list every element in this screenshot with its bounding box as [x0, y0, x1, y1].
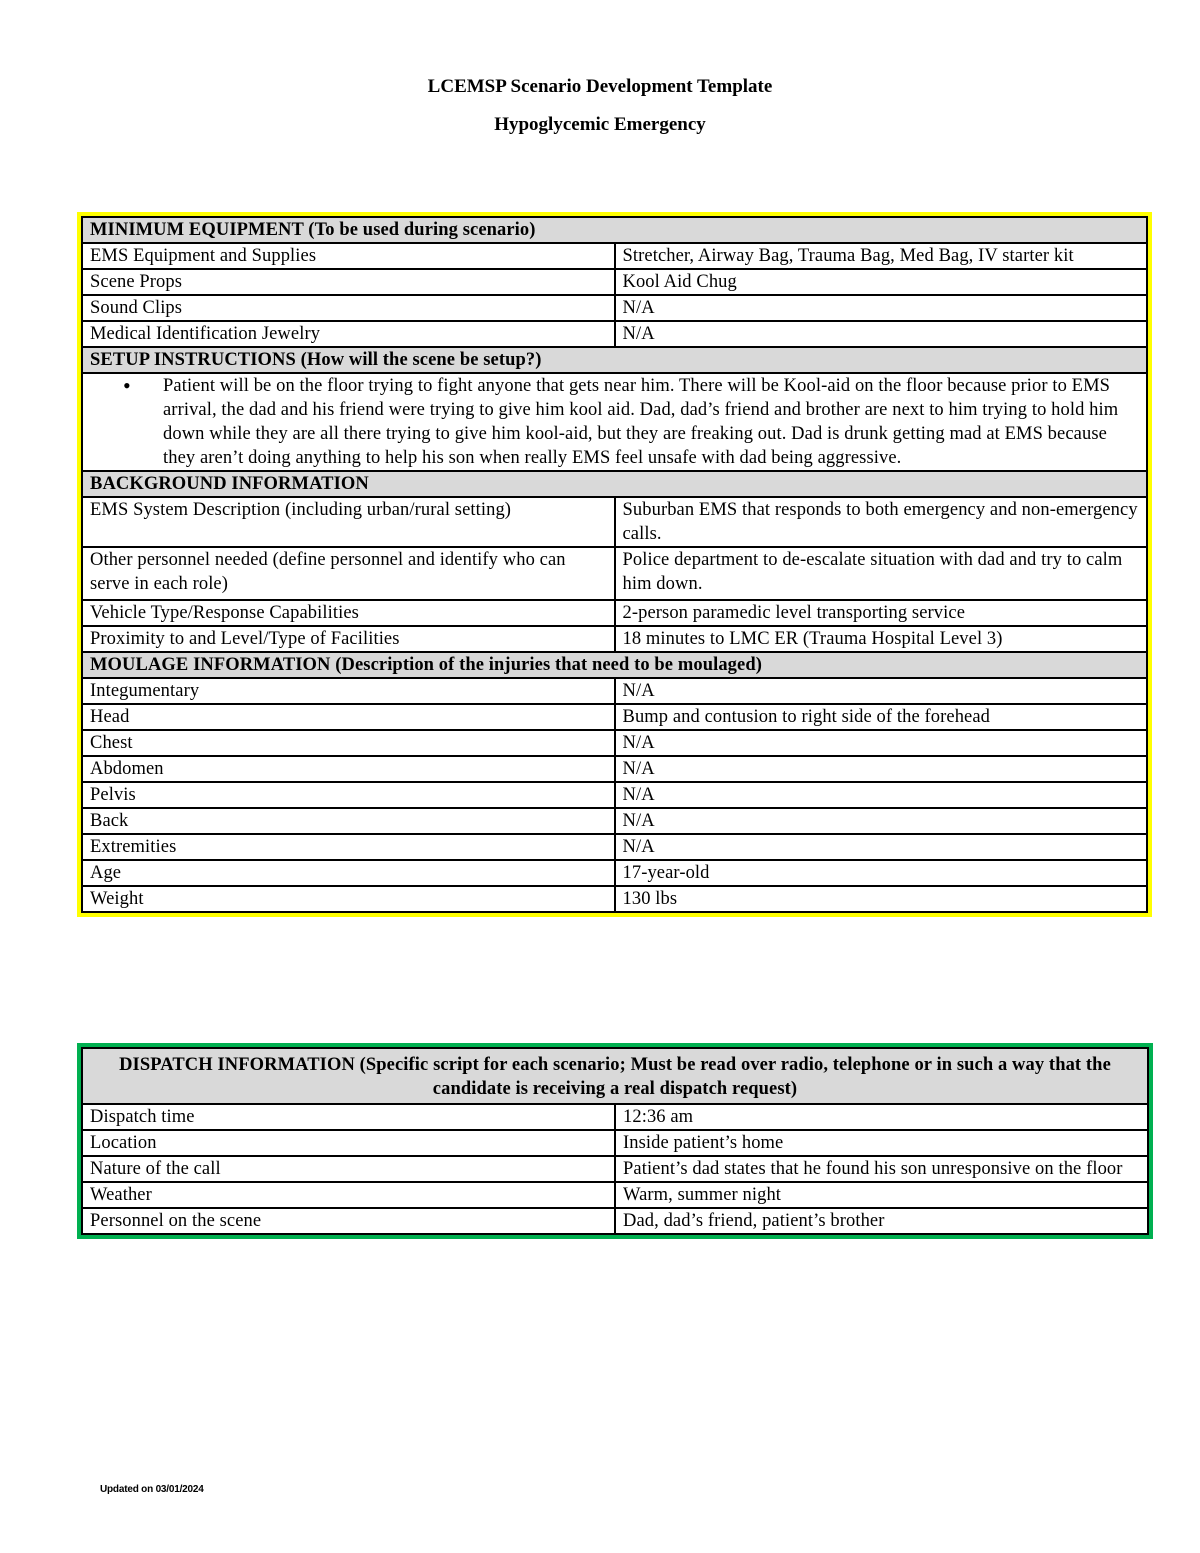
setup-body-row	[82, 373, 1147, 471]
row-label: Extremities	[82, 834, 615, 860]
row-label: EMS Equipment and Supplies	[82, 243, 615, 269]
row-value: N/A	[615, 808, 1148, 834]
footer-updated-date: Updated on 03/01/2024	[100, 1484, 204, 1495]
row-label: Nature of the call	[82, 1156, 615, 1182]
row-label: Proximity to and Level/Type of Facilities	[82, 626, 615, 652]
table-row	[82, 295, 1147, 321]
table-row	[82, 600, 1147, 626]
dispatch-table	[81, 1047, 1149, 1235]
table-row	[82, 860, 1147, 886]
row-value: Dad, dad’s friend, patient’s brother	[615, 1208, 1148, 1234]
moulage-header-row	[82, 652, 1147, 678]
row-value: 130 lbs	[615, 886, 1148, 912]
dispatch-header	[82, 1048, 1148, 1104]
background-header: BACKGROUND INFORMATION	[82, 471, 1147, 497]
table-row	[82, 1156, 1148, 1182]
row-label: Personnel on the scene	[82, 1208, 615, 1234]
row-label: Weather	[82, 1182, 615, 1208]
row-label: Sound Clips	[82, 295, 615, 321]
row-value: N/A	[615, 834, 1148, 860]
scenario-table	[81, 216, 1148, 913]
table-row	[82, 269, 1147, 295]
document-subtitle: Hypoglycemic Emergency	[494, 114, 706, 135]
table-row	[82, 547, 1147, 600]
row-value: N/A	[615, 321, 1148, 347]
row-label: Scene Props	[82, 269, 615, 295]
table-row	[82, 886, 1147, 912]
row-value: Warm, summer night	[615, 1182, 1148, 1208]
row-label: Other personnel needed (define personnel and identify who can serve in each role)	[82, 547, 615, 600]
table-row	[82, 730, 1147, 756]
row-label: Abdomen	[82, 756, 615, 782]
row-value: N/A	[615, 295, 1148, 321]
setup-body	[82, 373, 1147, 471]
row-label: Back	[82, 808, 615, 834]
setup-bullet-list	[83, 374, 1139, 470]
row-label: Medical Identification Jewelry	[82, 321, 615, 347]
table-row	[82, 678, 1147, 704]
row-label: Head	[82, 704, 615, 730]
row-value: Bump and contusion to right side of the forehead	[615, 704, 1148, 730]
row-value: 18 minutes to LMC ER (Trauma Hospital Level 3)	[615, 626, 1148, 652]
table-row	[82, 321, 1147, 347]
table-row	[82, 1104, 1148, 1130]
row-value: Patient’s dad states that he found his son unresponsive on the floor	[615, 1156, 1148, 1182]
equipment-header: MINIMUM EQUIPMENT (To be used during scenario)	[82, 217, 1147, 243]
dispatch-table-box	[77, 1043, 1153, 1239]
row-value: Kool Aid Chug	[615, 269, 1148, 295]
row-value: Inside patient’s home	[615, 1130, 1148, 1156]
setup-header-row	[82, 347, 1147, 373]
table-row	[82, 1130, 1148, 1156]
row-value: 12:36 am	[615, 1104, 1148, 1130]
dispatch-header-description: (Specific script for each scenario; Must be read over radio, telephone or in such a way that the candidate is receiving a real dispatch request)	[354, 1055, 1111, 1099]
row-value: N/A	[615, 756, 1148, 782]
table-row	[82, 243, 1147, 269]
scenario-table-box	[77, 212, 1152, 917]
dispatch-header-row	[82, 1048, 1148, 1104]
row-label: EMS System Description (including urban/rural setting)	[82, 497, 615, 547]
row-value: N/A	[615, 730, 1148, 756]
equipment-header-row	[82, 217, 1147, 243]
table-row	[82, 756, 1147, 782]
table-row	[82, 497, 1147, 547]
row-label: Location	[82, 1130, 615, 1156]
setup-bullet-item: • Patient will be on the floor trying to fight anyone that gets near him. There will be Kool-aid on the floor because prior to EMS arrival, the dad and his friend were trying to give him kool aid. Dad, dad’s friend and brother are next to him trying to hold him down while they are all there trying to give him kool-aid, but they are freaking out. Dad is drunk getting mad at EMS because they aren’t doing anything to help his son when really EMS feel unsafe with dad being aggressive.	[163, 374, 1139, 470]
table-row	[82, 1182, 1148, 1208]
moulage-header: MOULAGE INFORMATION (Description of the injuries that need to be moulaged)	[82, 652, 1147, 678]
table-row	[82, 626, 1147, 652]
row-label: Weight	[82, 886, 615, 912]
row-value: 2-person paramedic level transporting service	[615, 600, 1148, 626]
row-label: Integumentary	[82, 678, 615, 704]
row-label: Dispatch time	[82, 1104, 615, 1130]
document-title: LCEMSP Scenario Development Template	[427, 76, 773, 97]
row-label: Age	[82, 860, 615, 886]
row-label: Vehicle Type/Response Capabilities	[82, 600, 615, 626]
row-value: Police department to de-escalate situation with dad and try to calm him down.	[615, 547, 1148, 600]
row-value: N/A	[615, 678, 1148, 704]
row-value: 17-year-old	[615, 860, 1148, 886]
table-row	[82, 782, 1147, 808]
table-row	[82, 834, 1147, 860]
row-value: N/A	[615, 782, 1148, 808]
table-row	[82, 808, 1147, 834]
row-label: Chest	[82, 730, 615, 756]
table-row	[82, 704, 1147, 730]
row-value: Suburban EMS that responds to both emergency and non-emergency calls.	[615, 497, 1148, 547]
background-header-row	[82, 471, 1147, 497]
setup-header: SETUP INSTRUCTIONS (How will the scene be setup?)	[82, 347, 1147, 373]
dispatch-header-title: DISPATCH INFORMATION	[119, 1055, 355, 1075]
row-value: Stretcher, Airway Bag, Trauma Bag, Med Bag, IV starter kit	[615, 243, 1148, 269]
table-row	[82, 1208, 1148, 1234]
row-label: Pelvis	[82, 782, 615, 808]
